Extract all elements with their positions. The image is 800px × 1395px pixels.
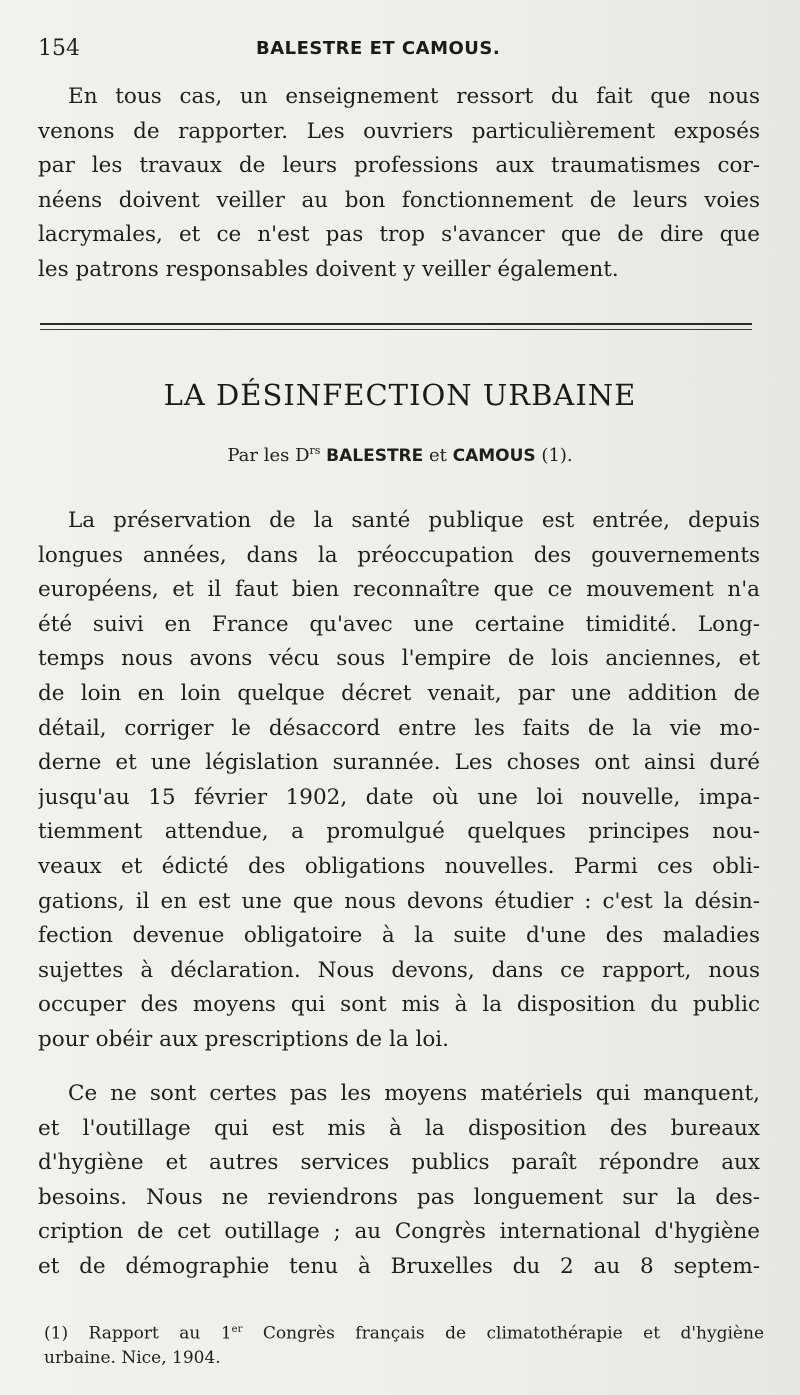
page-header [38, 34, 760, 70]
text-line: de loin en loin quelque décret venait, par une addition de [38, 680, 760, 706]
text-line: temps nous avons vécu sous l'empire de lois anciennes, et [38, 646, 760, 672]
text-line: néens doivent veiller au bon fonctionnement de leurs voies [38, 187, 760, 213]
text-line: été suivi en France qu'avec une certaine timidité. Long- [38, 611, 760, 637]
footnote [44, 1318, 764, 1370]
body-paragraph-1 [38, 504, 760, 1058]
byline-prefix: Par les D [227, 445, 310, 466]
text-line: par les travaux de leurs professions aux traumatismes cor- [38, 153, 760, 179]
footnote-text: (1) Rapport au 1 [44, 1323, 232, 1344]
footnote-text: Congrès français de climatothérapie et d'hygiène [242, 1323, 764, 1344]
byline-superscript: rs [309, 444, 321, 457]
running-head: BALESTRE ET CAMOUS. [256, 38, 501, 59]
page-number: 154 [38, 36, 80, 61]
footnote-line: urbaine. Nice, 1904. [44, 1347, 221, 1368]
byline-and: et [429, 445, 447, 466]
byline-author-1: BALESTRE [326, 446, 424, 466]
text-line: détail, corriger le désaccord entre les faits de la vie mo- [38, 715, 760, 741]
text-line: et l'outillage qui est mis à la disposition des bureaux [38, 1115, 760, 1141]
article-byline [0, 444, 800, 466]
body-paragraph-2 [38, 1077, 760, 1285]
article-title: LA DÉSINFECTION URBAINE [163, 378, 637, 412]
text-line: fection devenue obligatoire à la suite d'une des maladies [38, 923, 760, 949]
text-line: derne et une législation surannée. Les choses ont ainsi duré [38, 750, 760, 776]
text-line: lacrymales, et ce n'est pas trop s'avancer que de dire que [38, 222, 760, 248]
section-divider [40, 323, 752, 334]
text-line: En tous cas, un enseignement ressort du fait que nous [68, 84, 760, 109]
text-line: Ce ne sont certes pas les moyens matériels qui manquent, [68, 1081, 760, 1106]
intro-paragraph [38, 80, 760, 288]
text-line: cription de cet outillage ; au Congrès international d'hygiène [38, 1219, 760, 1245]
text-line: La préservation de la santé publique est entrée, depuis [68, 508, 760, 533]
text-line: tiemment attendue, a promulgué quelques principes nou- [38, 819, 760, 845]
text-line: les patrons responsables doivent y veiller également. [38, 256, 619, 282]
text-line: sujettes à déclaration. Nous devons, dans ce rapport, nous [38, 957, 760, 983]
divider-rule-thin [40, 329, 752, 330]
text-line: d'hygiène et autres services publics paraît répondre aux [38, 1150, 760, 1176]
text-line: venons de rapporter. Les ouvriers particulièrement exposés [38, 118, 760, 144]
text-line: gations, il en est une que nous devons étudier : c'est la désin- [38, 888, 760, 914]
text-line: pour obéir aux prescriptions de la loi. [38, 1026, 450, 1052]
text-line: occuper des moyens qui sont mis à la disposition du public [38, 992, 760, 1018]
footnote-superscript: er [231, 1324, 243, 1335]
footnote-line [44, 1318, 764, 1346]
text-line: jusqu'au 15 février 1902, date où une loi nouvelle, impa- [38, 784, 760, 810]
text-line: européens, et il faut bien reconnaître que ce mouvement n'a [38, 577, 760, 603]
byline-footnote-ref: (1). [541, 445, 573, 466]
divider-rule-thick [40, 323, 752, 325]
text-line: longues années, dans la préoccupation des gouvernements [38, 542, 760, 568]
byline-author-2: CAMOUS [452, 446, 536, 466]
text-line: veaux et édicté des obligations nouvelles. Parmi ces obli- [38, 853, 760, 879]
text-line: et de démographie tenu à Bruxelles du 2 au 8 septem- [38, 1253, 760, 1279]
text-line: besoins. Nous ne reviendrons pas longuement sur la des- [38, 1184, 760, 1210]
